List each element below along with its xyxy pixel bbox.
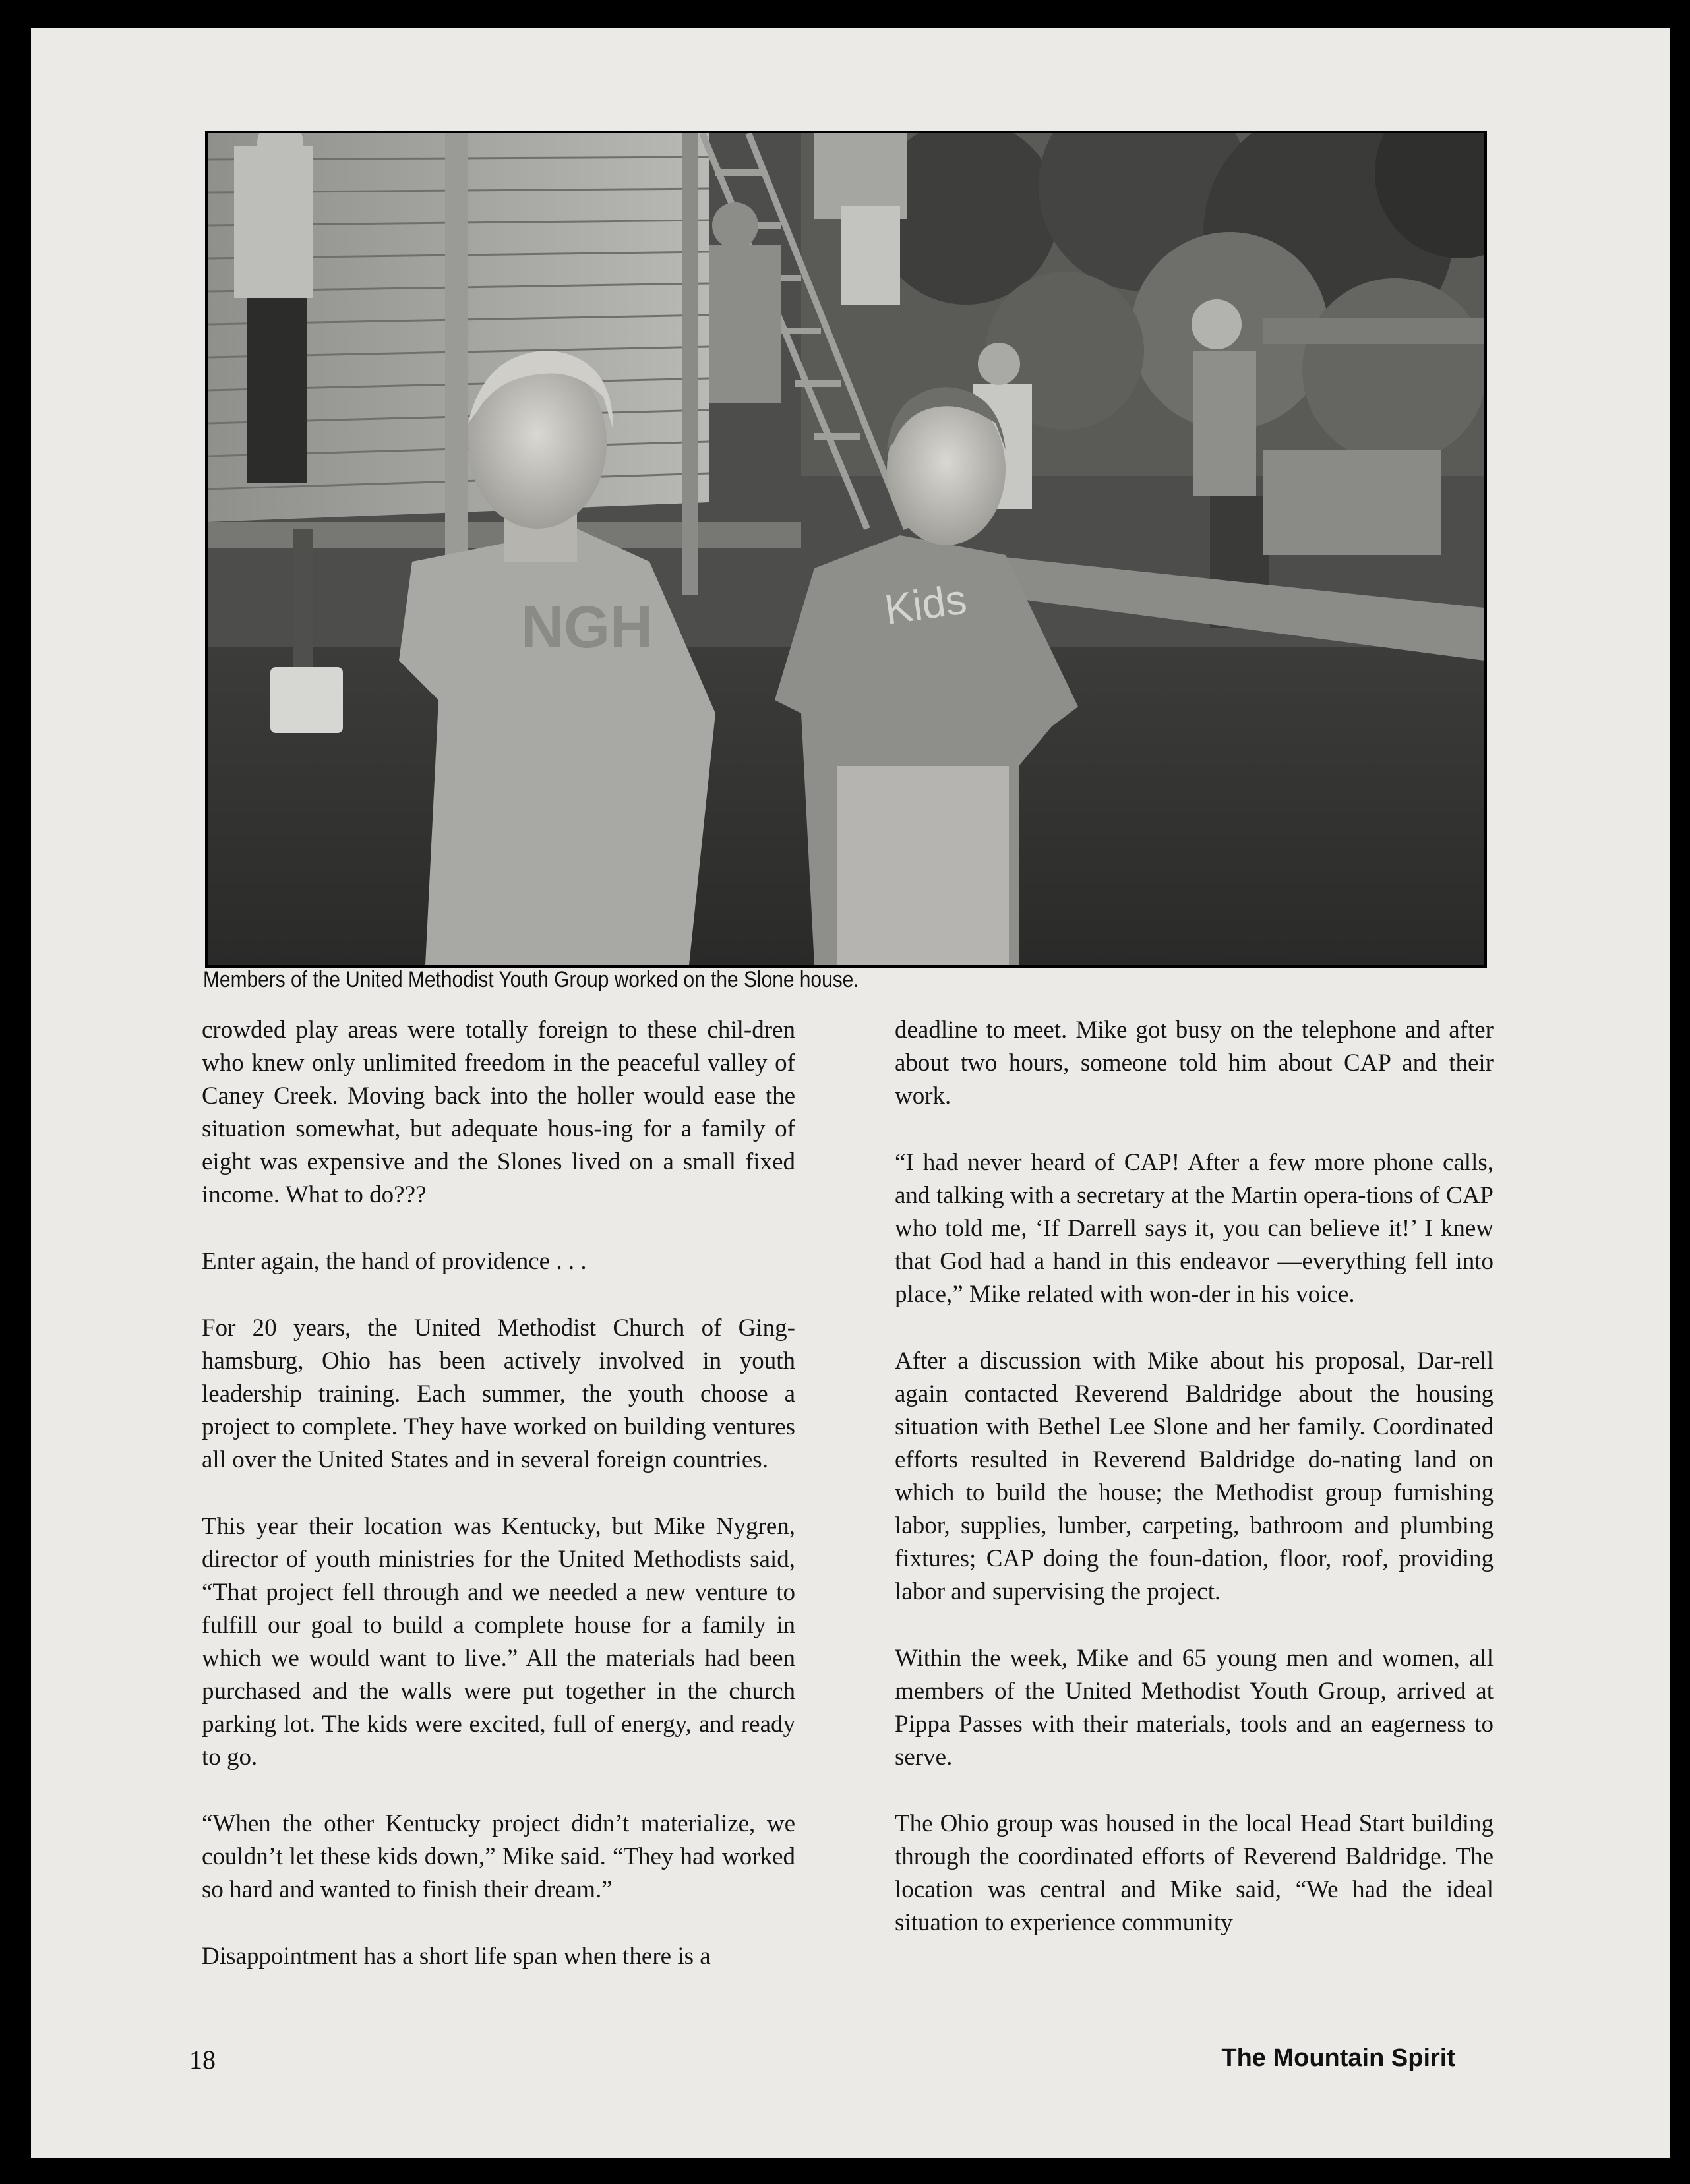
magazine-page [31,28,1670,2158]
paragraph: The Ohio group was housed in the local Head Start building through the coordinated efforts of Reverend Baldridge. The location was central and Mike said, “We had the ideal situation to experience community [895,1810,1494,1936]
paragraph: For 20 years, the United Methodist Church of Ging-hamsburg, Ohio has been actively involved in youth leadership training. Each summer, the youth choose a project to complete. They have worked on building ventures all over the United States and in several foreign countries. [202,1314,795,1473]
paragraph: Disappointment has a short life span when there is a [202,1943,711,1970]
page-number: 18 [189,2045,216,2075]
paragraph: Within the week, Mike and 65 young men and women, all members of the United Methodist Youth Group, arrived at Pippa Passes with their materials, tools and an eagerness to serve. [895,1645,1494,1771]
article-column-right [895,1014,1494,1939]
photo-caption: Members of the United Methodist Youth Group worked on the Slone house. [203,967,859,992]
paragraph: “I had never heard of CAP! After a few more phone calls, and talking with a secretary at the Martin opera-tions of CAP who told me, ‘If Darrell says it, you can believe it!’ I knew that God had a hand in this endeavor —everything fell into place,” Mike related with won-der in his voice. [895,1149,1494,1308]
photo-illustration [208,133,1484,965]
paragraph: deadline to meet. Mike got busy on the telephone and after about two hours, someone told him about CAP and their work. [895,1017,1494,1109]
shirt-left-text: NGH [521,595,653,661]
article-column-left [202,1014,795,1973]
publication-title: The Mountain Spirit [1221,2044,1455,2072]
paragraph: “When the other Kentucky project didn’t materialize, we couldn’t let these kids down,” Mike said. “They had worked so hard and wanted to finish their dream.” [202,1810,795,1903]
paragraph: After a discussion with Mike about his proposal, Dar-rell again contacted Reverend Baldridge about the housing situation with Bethel Lee Slone and her family. Coordinated efforts resulted in Reverend Baldridge do-nating land on which to build the house; the Methodist group furnishing labor, supplies, lumber, carpeting, bathroom and plumbing fixtures; CAP doing the foun-dation, floor, roof, providing labor and supervising the project. [895,1347,1494,1605]
youth-group-photo [205,131,1487,968]
paragraph: This year their location was Kentucky, but Mike Nygren, director of youth ministries for the United Methodists said, “That project fell through and we needed a new venture to fulfill our goal to build a complete house for a family in which we would want to live.” All the materials had been purchased and the walls were put together in the church parking lot. The kids were excited, full of energy, and ready to go. [202,1513,795,1771]
shirt-right-text: Kids [881,575,970,634]
paragraph: crowded play areas were totally foreign to these chil-dren who knew only unlimited freedom in the peaceful valley of Caney Creek. Moving back into the holler would ease the situation somewhat, but adequate hous-ing for a family of eight was expensive and the Slones lived on a small fixed income. What to do??? [202,1017,795,1208]
paragraph: Enter again, the hand of providence . . . [202,1248,587,1275]
